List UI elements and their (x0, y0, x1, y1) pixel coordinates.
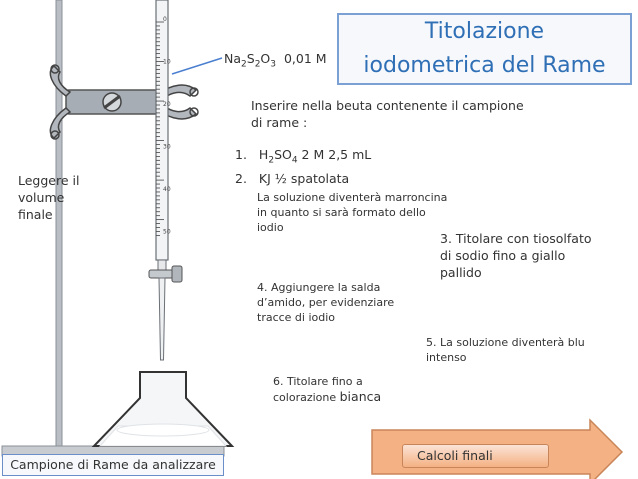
sample-label: Campione di Rame da analizzare (2, 454, 224, 476)
step-5-text: 5. La soluzione diventerà blu intenso (426, 336, 585, 364)
step-3-text: 3. Titolare con tiosolfato di sodio fino a giallo pallido (440, 231, 592, 280)
instruction-text: Inserire nella beuta contenente il campione di rame : (251, 98, 524, 130)
read-volume-text: Leggere il volume finale (18, 173, 80, 222)
title-line-1: Titolazione (424, 19, 545, 44)
step-6-text: 6. Titolare fino a colorazione bianca (273, 375, 382, 404)
final-calculations-button[interactable]: Calcoli finali (402, 444, 549, 468)
burette-clamp (50, 65, 198, 139)
reagent-label: $Na_2S_2O_3$ 0,01 M (224, 51, 327, 70)
note-brown-solution: La soluzione diventerà marroncina in quanto si sarà formato dello iodio (257, 191, 448, 234)
burette-mark-label: 10 (163, 58, 171, 66)
reagent-pointer (172, 58, 222, 74)
burette-mark-label: 30 (163, 143, 171, 151)
erlenmeyer-flask (94, 372, 232, 446)
burette (149, 0, 182, 360)
burette-mark-label: 20 (163, 101, 171, 108)
reagent-concentration: 0,01 M (283, 51, 327, 66)
title-line-2: iodometrica del Rame (363, 53, 606, 78)
reagents-list (235, 146, 371, 187)
step-4-text: 4. Aggiungere la salda d’amido, per evidenziare tracce di iodio (257, 281, 395, 324)
burette-mark-label: 0 (163, 16, 167, 23)
list-item: 2. KJ ½ spatolata (235, 170, 350, 186)
burette-mark-label: 40 (163, 186, 171, 193)
burette-mark-label: 50 (163, 228, 171, 236)
list-item: 1. $H_2SO_4$ 2 M 2,5 mL (235, 147, 372, 166)
title-box (337, 13, 632, 85)
